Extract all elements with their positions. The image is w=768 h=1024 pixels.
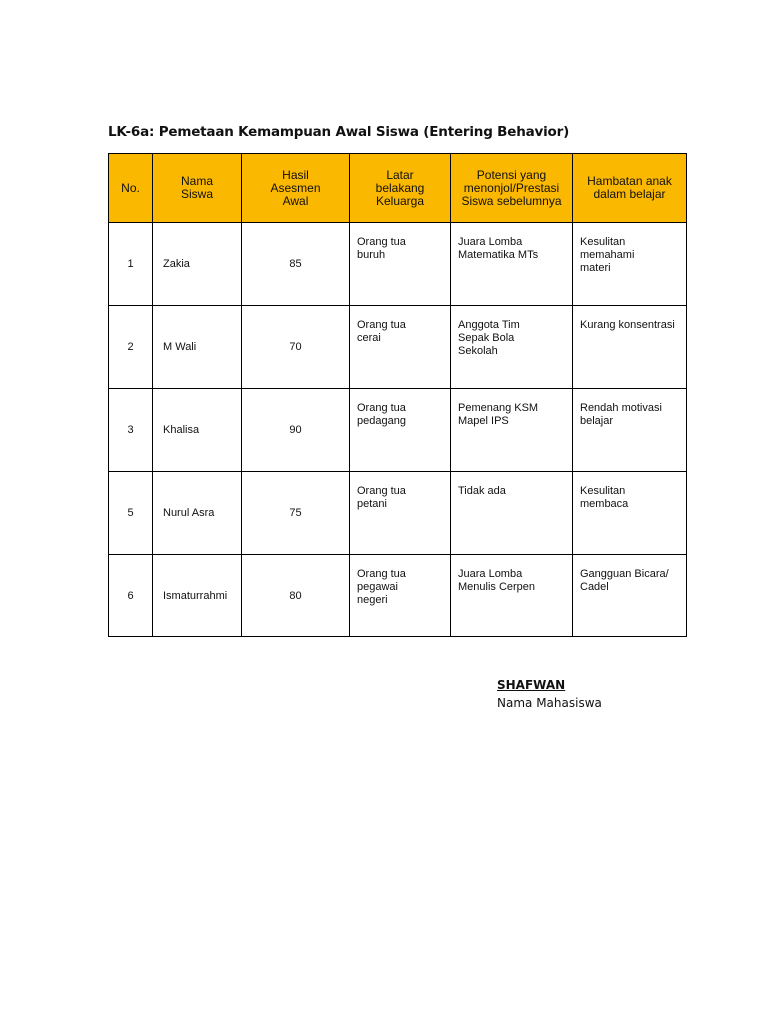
text-line: Menulis Cerpen xyxy=(458,581,536,593)
text-line: Anggota Tim xyxy=(458,319,520,331)
cell-name: M Wali xyxy=(153,306,242,389)
text-line: buruh xyxy=(357,249,386,261)
cell-potential xyxy=(451,472,573,555)
table-header-row xyxy=(109,154,687,223)
text-line: Siswa xyxy=(180,187,213,201)
text-line: Pemenang KSM xyxy=(458,402,539,414)
text-line: Asesmen xyxy=(270,180,321,195)
text-line: Kurang konsentrasi xyxy=(580,319,675,331)
text-line: membaca xyxy=(580,498,629,510)
cell-background xyxy=(350,555,451,637)
cell-potential xyxy=(451,223,573,306)
cell-no: 3 xyxy=(109,389,153,472)
text-line: Cadel xyxy=(580,581,609,593)
cell-obstacle xyxy=(573,223,687,306)
text-line: belajar xyxy=(580,415,614,427)
cell-background xyxy=(350,472,451,555)
cell-no: 1 xyxy=(109,223,153,306)
text-line: Potensi yang xyxy=(476,167,547,182)
header-no xyxy=(109,154,153,223)
cell-background xyxy=(350,306,451,389)
table-row xyxy=(109,555,687,637)
text-line: Nama xyxy=(180,174,213,188)
header-obstacle xyxy=(573,154,687,223)
text-line: Siswa sebelumnya xyxy=(461,193,562,208)
text-line: negeri xyxy=(357,594,388,606)
text-line: menonjol/Prestasi xyxy=(463,180,560,195)
assessment-table xyxy=(108,153,687,637)
cell-name: Zakia xyxy=(153,223,242,306)
text-line: Keluarga xyxy=(375,193,425,208)
text-line: Tidak ada xyxy=(458,485,506,497)
text-line: pegawai xyxy=(357,581,398,593)
text-line: Mapel IPS xyxy=(458,415,509,427)
cell-obstacle xyxy=(573,306,687,389)
text-line: Kesulitan xyxy=(580,236,626,248)
text-line: materi xyxy=(580,262,611,274)
cell-obstacle xyxy=(573,555,687,637)
cell-name: Khalisa xyxy=(153,389,242,472)
text-line: Sepak Bola xyxy=(458,332,515,344)
table-row xyxy=(109,306,687,389)
text-line: petani xyxy=(357,498,387,510)
text-line: Gangguan Bicara/ xyxy=(580,568,669,580)
header-background xyxy=(350,154,451,223)
cell-no: 5 xyxy=(109,472,153,555)
cell-score: 85 xyxy=(242,223,350,306)
cell-no: 2 xyxy=(109,306,153,389)
cell-background xyxy=(350,389,451,472)
signature-block xyxy=(497,678,602,710)
text-line: Orang tua xyxy=(357,319,406,331)
student-name: SHAFWAN xyxy=(497,678,566,692)
cell-name: Ismaturrahmi xyxy=(153,555,242,637)
text-line: Orang tua xyxy=(357,402,406,414)
cell-no: 6 xyxy=(109,555,153,637)
cell-potential xyxy=(451,389,573,472)
table-row xyxy=(109,389,687,472)
header-potential xyxy=(451,154,573,223)
text-line: Orang tua xyxy=(357,568,406,580)
cell-score: 75 xyxy=(242,472,350,555)
header-score xyxy=(242,154,350,223)
text-line: Matematika MTs xyxy=(458,249,539,261)
text-line: Rendah motivasi xyxy=(580,402,662,414)
cell-score: 70 xyxy=(242,306,350,389)
table-row xyxy=(109,223,687,306)
student-role-label: Nama Mahasiswa xyxy=(497,696,602,710)
text-line: dalam belajar xyxy=(593,187,666,201)
cell-obstacle xyxy=(573,389,687,472)
text-line: belakang xyxy=(375,180,425,195)
text-line: pedagang xyxy=(357,415,406,427)
text-line: Latar xyxy=(386,167,414,182)
text-line: No. xyxy=(121,180,140,195)
cell-score: 80 xyxy=(242,555,350,637)
cell-name: Nurul Asra xyxy=(153,472,242,555)
cell-obstacle xyxy=(573,472,687,555)
cell-potential xyxy=(451,555,573,637)
document-title: LK-6a: Pemetaan Kemampuan Awal Siswa (Entering Behavior) xyxy=(108,124,570,140)
text-line: Orang tua xyxy=(357,485,406,497)
cell-score: 90 xyxy=(242,389,350,472)
text-line: Juara Lomba xyxy=(458,568,523,580)
cell-potential xyxy=(451,306,573,389)
text-line: Juara Lomba xyxy=(458,236,523,248)
text-line: Sekolah xyxy=(458,345,498,357)
text-line: Orang tua xyxy=(357,236,406,248)
cell-background xyxy=(350,223,451,306)
text-line: Kesulitan xyxy=(580,485,626,497)
text-line: Hasil xyxy=(282,167,309,182)
table-row xyxy=(109,472,687,555)
text-line: Awal xyxy=(282,193,309,208)
header-name xyxy=(153,154,242,223)
text-line: memahami xyxy=(580,249,635,261)
text-line: Hambatan anak xyxy=(587,174,672,188)
text-line: cerai xyxy=(357,332,381,344)
